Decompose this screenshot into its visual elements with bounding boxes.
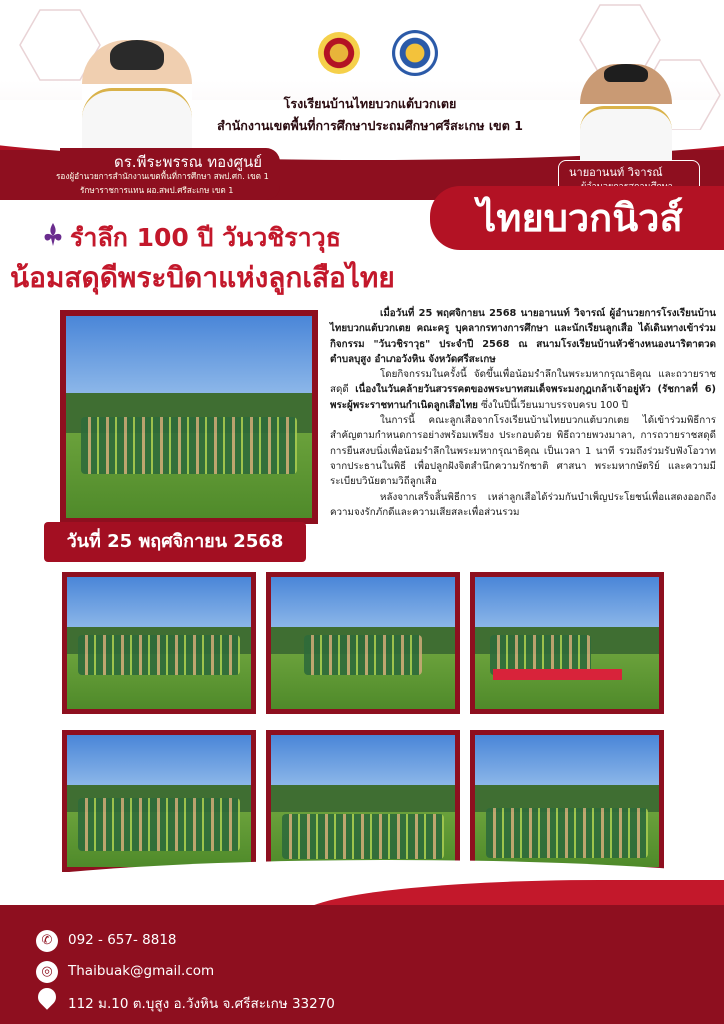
left-person-photo (82, 40, 192, 150)
school-name: โรงเรียนบ้านไทยบวกแต้บวกเตย (283, 96, 457, 111)
article-p1-text: เมื่อวันที่ 25 พฤศจิกายน 2568 นายอานนท์ วิจารณ์ ผู้อำนวยการโรงเรียนบ้านไทยบวกแต้บวกเตย คณะครู บุคลากรทางการศึกษา และนักเรียนลูกเสือ ได้เดินทางเข้าร่วมกิจกรรม "วันวชิราวุธ" ประจำปี 2568 ณ สนามโรงเรียนบ้านหัวช้างหนองนาริตาตวด ตำบลบุสูง อำเภอวังหิน จังหวัดศรีสะเกษ (330, 308, 716, 365)
photo-grid-item (62, 730, 256, 872)
article-body (330, 306, 716, 520)
main-photo (66, 316, 312, 518)
photo-grid-item (266, 730, 460, 872)
main-photo-frame (60, 310, 318, 524)
newsletter-name: ไทยบวกนิวส์ (430, 186, 724, 250)
school-logo (392, 30, 438, 76)
date-banner: วันที่ 25 พฤศจิกายน 2568 (44, 522, 306, 562)
article-p2a: โดยกิจกรรมในครั้งนี้ จัดขึ้นเพื่อน้อมรำลึกในพระมหากรุณาธิคุณ และถวายราชสดุดี (330, 369, 716, 396)
article-p2c: ซึ่งในปีนี้เวียนมาบรรจบครบ 100 ปี (477, 399, 628, 411)
footer-email[interactable]: Thaibuak@gmail.com (68, 963, 215, 979)
left-person-tag (56, 148, 280, 200)
article-p2b: เนื่องในวันคล้ายวันสวรรคตของพระบาทสมเด็จพระมงกุฎเกล้าเจ้าอยู่หัว (รัชกาลที่ 6) พระผู้พระราชทานกำเนิดลูกเสือไทย (330, 384, 716, 411)
article-paragraph-3: ในการนี้ คณะลูกเสือจากโรงเรียนบ้านไทยบวกแต้บวกเตย ได้เข้าร่วมพิธีการสำคัญตามกำหนดการอย่างพร้อมเพรียง ประกอบด้วย พิธีถวายพวงมาลา, การถวายราชสดุดี การยืนสงบนิ่งเพื่อน้อมรำลึกในพระมหากรุณาธิคุณ เป็นเวลา 1 นาที รวมถึงร่วมรับฟังโอวาทจากประธานในพิธี เพื่อปลูกฝังจิตสำนึกความรักชาติ ศาสนา พระมหากษัตริย์ และความมีระเบียบวินัยตามวิถีลูกเสือ (330, 415, 716, 488)
photo-grid-item (62, 572, 256, 714)
left-person-role: รองผู้อำนวยการสำนักงานเขตพื้นที่การศึกษา สพป.ศก. เขต 1 (56, 171, 269, 181)
footer-address: 112 ม.10 ต.บุสูง อ.วังหิน จ.ศรีสะเกษ 33270 (68, 996, 335, 1012)
scout-fleur-icon (42, 222, 64, 248)
issue-number: ปีที่ 6 ฉบับที่ 46 (327, 144, 413, 158)
article-title-line2: น้อมสดุดีพระบิดาแห่งลูกเสือไทย (10, 261, 395, 294)
right-person-name: นายอานนท์ วิจารณ์ (569, 166, 663, 179)
photo-grid-item (470, 572, 664, 714)
obec-logo (318, 32, 360, 74)
right-person-photo (580, 64, 672, 164)
article-paragraph-1 (330, 306, 716, 367)
article-paragraph-2 (330, 367, 716, 413)
office-name: สำนักงานเขตพื้นที่การศึกษาประถมศึกษาศรีสะเกษ เขต 1 (217, 118, 523, 133)
left-person-role-2: รักษาราชการแทน ผอ.สพป.ศรีสะเกษ เขต 1 (80, 185, 234, 195)
photo-grid-item (266, 572, 460, 714)
article-paragraph-4: หลังจากเสร็จสิ้นพิธีการ เหล่าลูกเสือได้ร่วมกันบำเพ็ญประโยชน์เพื่อแสดงออกถึงความจงรักภักดีและความเสียสละเพื่อส่วนรวม (330, 491, 716, 518)
globe-icon: ◎ (36, 961, 58, 983)
article-title-line1: รำลึก 100 ปี วันวชิราวุธ (70, 223, 341, 252)
footer-phone: 092 - 657- 8818 (68, 932, 177, 948)
left-person-name: ดร.พีระพรรณ ทองศูนย์ (114, 153, 263, 171)
phone-icon: ✆ (36, 930, 58, 952)
header (0, 0, 724, 200)
photo-grid-item (470, 730, 664, 872)
